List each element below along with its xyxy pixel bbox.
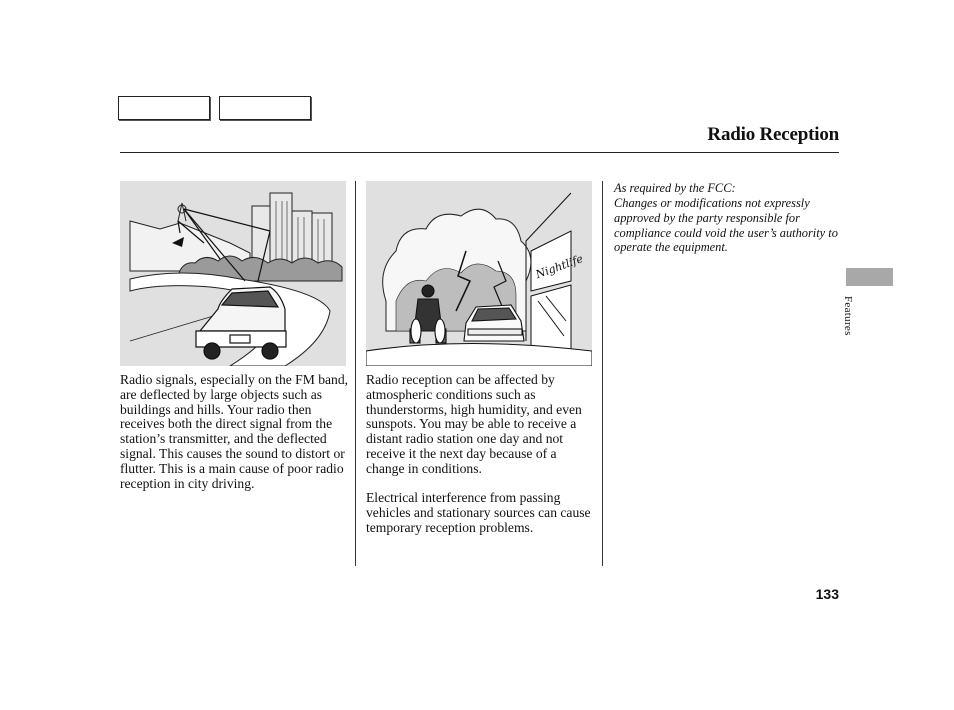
- section-side-label: Features: [842, 296, 854, 336]
- svg-text:Nightlife: Nightlife: [533, 252, 585, 282]
- title-divider: [120, 152, 839, 153]
- body-paragraph-interference: Electrical interference from passing vehicles and stationary sources can cause temporary reception problems.: [366, 490, 591, 535]
- page-title: Radio Reception: [707, 124, 839, 145]
- fcc-note-title: As required by the FCC:: [614, 181, 736, 195]
- nav-tab-1[interactable]: [118, 96, 210, 120]
- page-number: 133: [815, 586, 839, 602]
- column-divider-1: [355, 181, 356, 566]
- nav-tab-2[interactable]: [219, 96, 311, 120]
- body-paragraph-multipath: Radio signals, especially on the FM band, are deflected by large objects such as buildings and hills. Your radio then receives both the direct signal from the station’s transmitter, and the deflected signal. This causes the sound to distort or flutter. This is a main cause of poor radio reception in city driving.: [120, 372, 349, 491]
- city-reflection-illustration: [120, 181, 346, 366]
- body-paragraph-atmospheric: Radio reception can be affected by atmospheric conditions such as thunderstorms, high humidity, and even sunspots. You may be able to receive a distant radio station one day and not receive it the next day because of a change in conditions.: [366, 372, 582, 476]
- section-tab-marker: [846, 268, 893, 286]
- column-divider-2: [602, 181, 603, 566]
- thunderstorm-illustration: [366, 181, 592, 366]
- fcc-note-body: Changes or modifications not expressly approved by the party responsible for compliance could void the user’s authority to operate the equipment.: [614, 196, 838, 255]
